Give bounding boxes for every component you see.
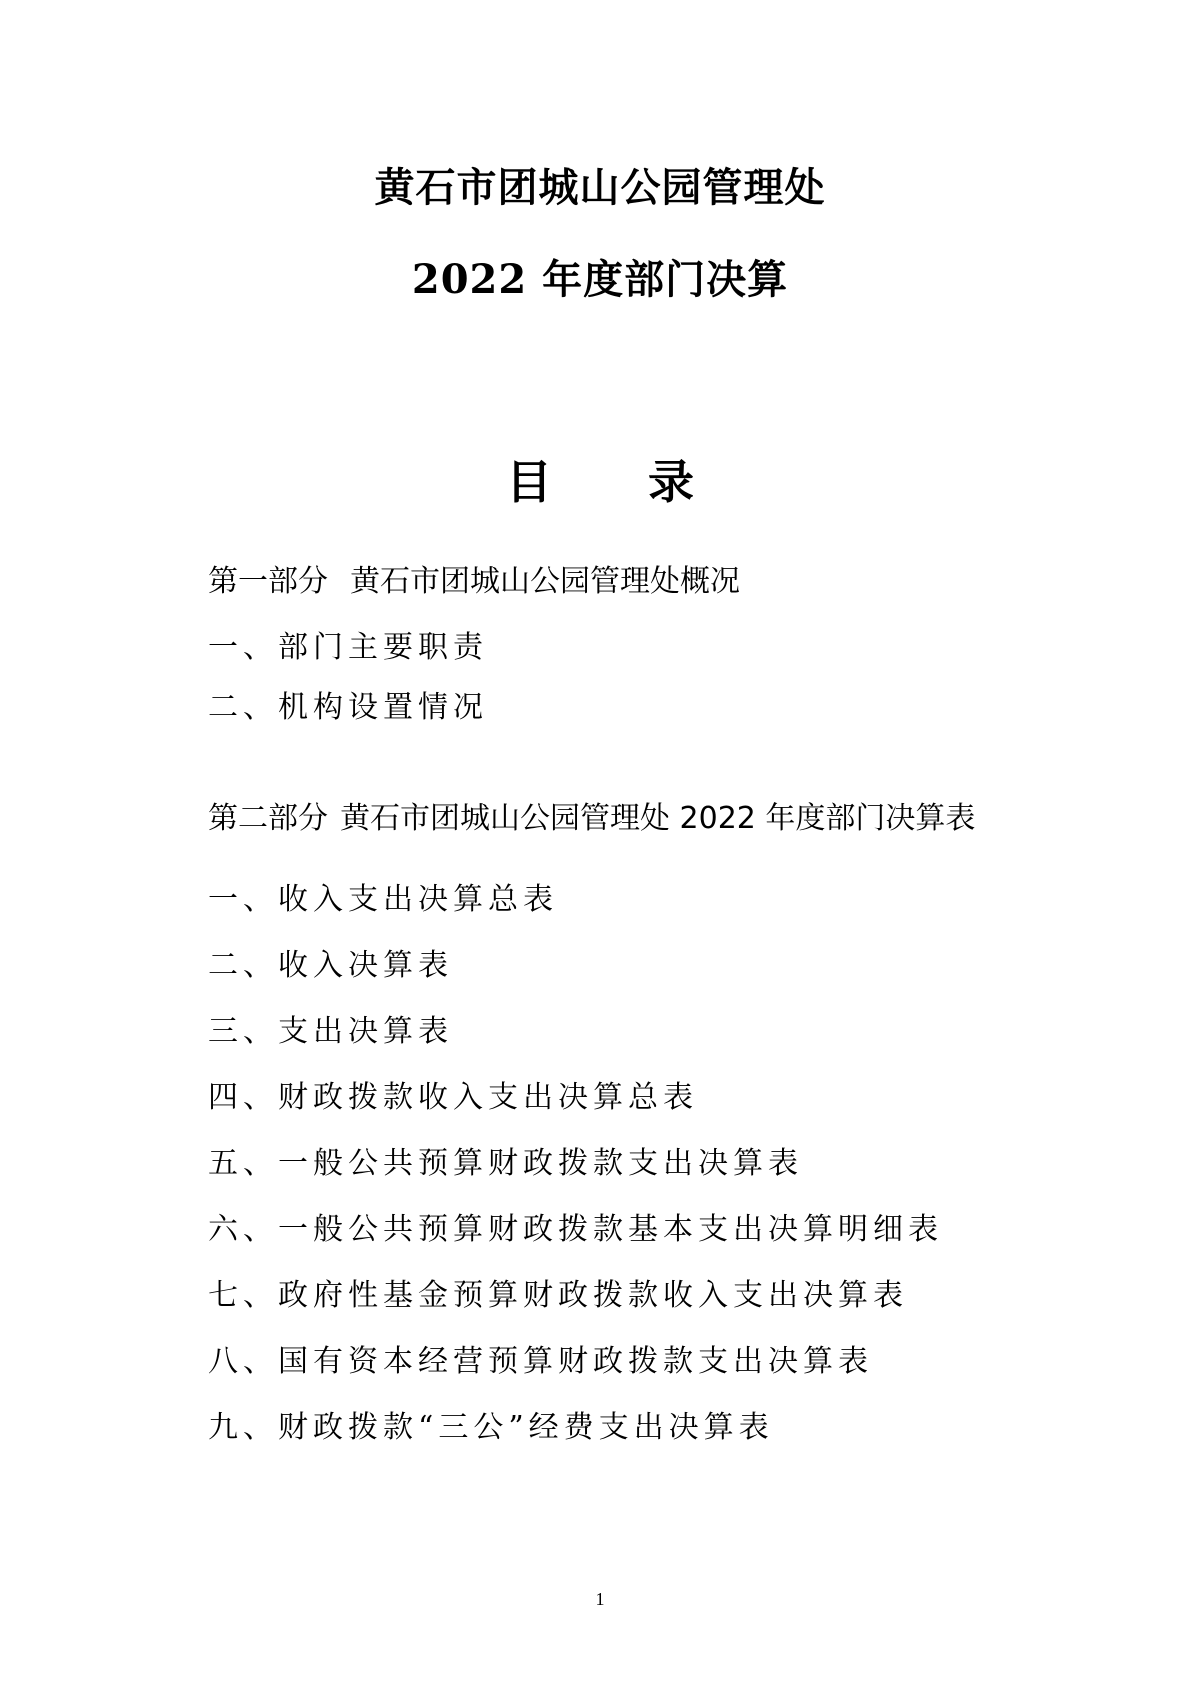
page-number: 1	[595, 1589, 605, 1609]
toc-part-2-item: 五、一般公共预算财政拨款支出决算表	[208, 1146, 803, 1181]
toc-part-2-item: 二、收入决算表	[208, 948, 453, 983]
toc-part-1-item: 二、机构设置情况	[208, 690, 488, 725]
toc-part-2-item: 八、国有资本经营预算财政拨款支出决算表	[208, 1344, 873, 1379]
toc-part-2-title: 黄石市团城山公园管理处 2022 年度部门决算表	[340, 801, 976, 836]
toc-part-1-label: 第一部分	[208, 564, 328, 599]
toc-heading-char-2: 录	[648, 455, 694, 509]
document-title: 黄石市团城山公园管理处	[374, 164, 826, 211]
toc-part-2-item: 三、支出决算表	[208, 1014, 453, 1049]
toc-part-1-item: 一、部门主要职责	[208, 630, 488, 665]
toc-part-2-item: 六、一般公共预算财政拨款基本支出决算明细表	[208, 1212, 943, 1247]
toc-part-1-title: 黄石市团城山公园管理处概况	[350, 564, 740, 599]
toc-part-2-item: 四、财政拨款收入支出决算总表	[208, 1080, 698, 1115]
toc-part-2-item: 一、收入支出决算总表	[208, 882, 558, 917]
toc-part-2-label: 第二部分	[208, 801, 328, 836]
toc-part-2-item: 七、政府性基金预算财政拨款收入支出决算表	[208, 1278, 908, 1313]
toc-part-2-item: 九、财政拨款“三公”经费支出决算表	[208, 1410, 774, 1445]
document-subtitle: 2022 年度部门决算	[411, 256, 789, 303]
toc-heading-char-1: 目	[506, 455, 552, 509]
toc-part-1-heading	[208, 562, 740, 602]
toc-heading	[0, 454, 1200, 510]
toc-part-2-heading	[208, 799, 975, 839]
